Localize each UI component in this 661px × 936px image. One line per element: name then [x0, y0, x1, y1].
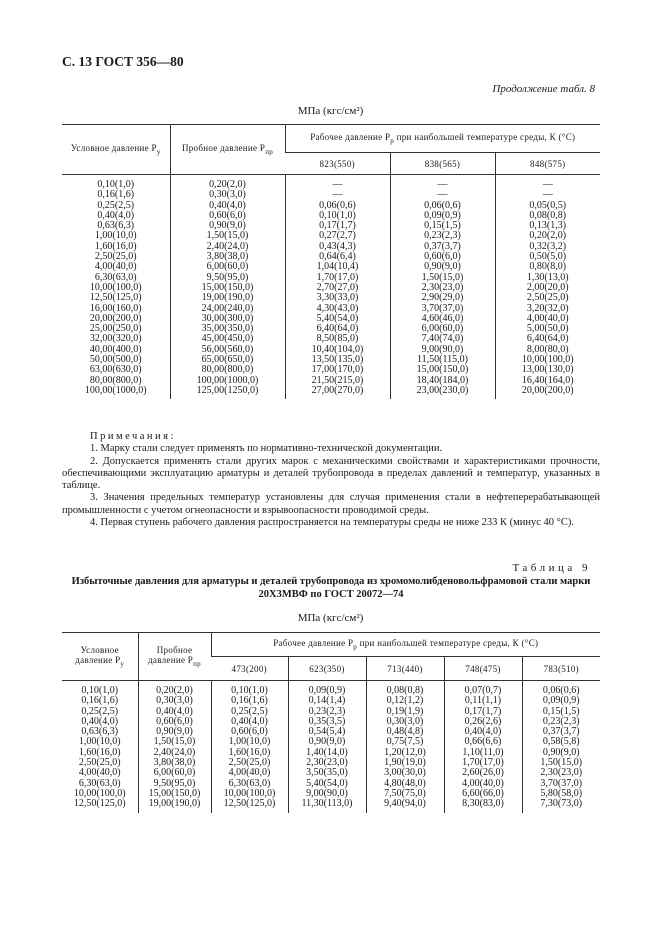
table-cell: 5,40(54,0) — [285, 314, 390, 324]
table-cell: 1,50(15,0) — [390, 273, 495, 283]
table-cell: 0,40(4,0) — [211, 717, 288, 727]
table-cell: 12,50(125,0) — [211, 799, 288, 812]
table-cell: 0,15(1,5) — [522, 707, 600, 717]
table-cell: 63,00(630,0) — [89, 364, 142, 376]
table-cell: 3,20(32,0) — [495, 304, 600, 314]
table-cell: 6,40(64,0) — [285, 324, 390, 334]
table-cell: 9,40(94,0) — [366, 799, 444, 812]
table-cell: 0,23(2,3) — [288, 707, 366, 717]
table-cell: 30,00(300,0) — [170, 314, 285, 324]
table-cell: 2,90(29,0) — [390, 293, 495, 303]
table-cell: 27,00(270,0) — [285, 386, 390, 399]
table-cell: 1,10(11,0) — [444, 748, 522, 758]
table-cell: 0,06(0,6) — [285, 201, 390, 211]
table-cell: 6,30(63,0) — [211, 779, 288, 789]
table-cell: 17,00(170,0) — [285, 365, 390, 375]
table-cell: 0,11(1,1) — [444, 696, 522, 706]
table-cell: 0,40(4,0) — [170, 201, 285, 211]
table-cell: 6,00(60,0) — [170, 262, 285, 272]
table8-unit: МПа (кгс/см²) — [297, 105, 364, 117]
table-cell: 1,60(16,0) — [211, 748, 288, 758]
table-cell: 1,50(15,0) — [170, 231, 285, 241]
table-cell: 0,16(1,6) — [81, 695, 119, 707]
table-cell: 0,60(6,0) — [390, 252, 495, 262]
table-cell: 2,40(24,0) — [138, 748, 211, 758]
table-cell: 12,50(125,0) — [73, 798, 126, 810]
table-cell: 19,00(190,0) — [170, 293, 285, 303]
table-cell: 2,40(24,0) — [170, 242, 285, 252]
table-cell: 0,90(9,0) — [522, 748, 600, 758]
table-cell: 5,00(50,0) — [495, 324, 600, 334]
table8-temp: 823(550) — [285, 153, 390, 175]
table-cell: 1,50(15,0) — [138, 737, 211, 747]
table-cell: 0,10(1,0) — [97, 179, 135, 190]
table-cell: 3,70(37,0) — [522, 779, 600, 789]
table-cell: 5,40(54,0) — [288, 779, 366, 789]
table-cell: 0,20(2,0) — [170, 175, 285, 191]
table-cell: 1,60(16,0) — [94, 240, 137, 252]
table-cell: 3,30(33,0) — [285, 293, 390, 303]
table-cell: 0,23(2,3) — [522, 717, 600, 727]
table-cell: 0,10(1,0) — [211, 681, 288, 697]
notes — [62, 431, 600, 529]
table-cell: 15,00(150,0) — [170, 283, 285, 293]
table9-temp: 623(350) — [288, 657, 366, 681]
table-cell: 25,00(250,0) — [89, 323, 142, 335]
table-cell: 13,50(135,0) — [285, 355, 390, 365]
table-cell: 3,80(38,0) — [170, 252, 285, 262]
table-cell: 11,30(113,0) — [288, 799, 366, 812]
table-cell: 100,00(1000,0) — [84, 384, 147, 396]
table-cell: 23,00(230,0) — [390, 386, 495, 399]
table-cell: 0,08(0,8) — [495, 211, 600, 221]
table-cell: 0,43(4,3) — [285, 242, 390, 252]
table8-col-nominal: Условное давление $P_у$ — [62, 125, 170, 175]
note-item: 2. Допускается применять стали других марок с механическими свойствами и характеристиками прочности, обеспечивающими эксплуатацию арматуры и деталей трубопровода в пределах давлений и температур, указанных в таблице. — [62, 455, 600, 492]
table9-work-header: Рабочее давление $P_р$ при наибольшей температуре среды, К (°С) — [211, 633, 600, 657]
table-cell: 0,90(9,0) — [170, 221, 285, 231]
table-cell: 0,35(3,5) — [288, 717, 366, 727]
table-row — [62, 386, 600, 399]
table8 — [62, 124, 600, 399]
table-cell: 0,80(8,0) — [495, 262, 600, 272]
table-cell: 1,90(19,0) — [366, 758, 444, 768]
table-cell: 0,66(6,6) — [444, 737, 522, 747]
table-cell: 1,70(17,0) — [285, 273, 390, 283]
table-cell: 7,50(75,0) — [366, 789, 444, 799]
table9-col-test: Пробное давление $P_{пр}$ — [138, 633, 211, 681]
table-row — [62, 681, 600, 697]
table-cell: 9,00(90,0) — [390, 345, 495, 355]
table-cell: 80,00(800,0) — [170, 365, 285, 375]
table-row — [62, 799, 600, 812]
table-cell: 4,30(43,0) — [285, 304, 390, 314]
table-cell: 0,90(9,0) — [390, 262, 495, 272]
table-cell: 4,00(40,0) — [211, 768, 288, 778]
table-cell: 0,30(3,0) — [138, 696, 211, 706]
table-cell: 12,50(125,0) — [89, 292, 142, 304]
table-cell: 18,40(184,0) — [390, 376, 495, 386]
table-cell: 0,60(6,0) — [211, 727, 288, 737]
table-cell: 4,00(40,0) — [78, 767, 121, 779]
table-cell: 6,30(63,0) — [78, 777, 121, 789]
table-cell: 9,50(95,0) — [138, 779, 211, 789]
table-cell: 3,50(35,0) — [288, 768, 366, 778]
table-cell: 3,70(37,0) — [390, 304, 495, 314]
table-cell: 0,40(4,0) — [444, 727, 522, 737]
table-cell: 35,00(350,0) — [170, 324, 285, 334]
table-cell: 9,00(90,0) — [288, 789, 366, 799]
table-cell: 32,00(320,0) — [89, 333, 142, 345]
table9-unit: МПа (кгс/см²) — [297, 612, 364, 624]
table9-temp: 783(510) — [522, 657, 600, 681]
table-cell: 1,00(10,0) — [211, 737, 288, 747]
table-cell: 0,60(6,0) — [138, 717, 211, 727]
table-cell: 0,10(1,0) — [285, 211, 390, 221]
table-cell: 10,00(100,0) — [73, 787, 126, 799]
table-cell: 0,09(0,9) — [522, 696, 600, 706]
table-cell: 6,40(64,0) — [495, 334, 600, 344]
table-cell: 0,50(5,0) — [495, 252, 600, 262]
table9-label: Таблица 9 — [512, 562, 591, 574]
table-cell: 0,40(4,0) — [81, 715, 119, 727]
table-cell: 2,00(20,0) — [495, 283, 600, 293]
table-cell: 100,00(1000,0) — [170, 376, 285, 386]
table-cell: 56,00(560,0) — [170, 345, 285, 355]
table-cell: 16,00(160,0) — [89, 302, 142, 314]
table-cell: 0,17(1,7) — [444, 707, 522, 717]
table-cell: 1,00(10,0) — [78, 736, 121, 748]
table-cell: 0,09(0,9) — [390, 211, 495, 221]
table-cell: 0,54(5,4) — [288, 727, 366, 737]
table-cell: 4,00(40,0) — [94, 261, 137, 273]
notes-title: Примечания: — [90, 431, 176, 442]
table-cell: 21,50(215,0) — [285, 376, 390, 386]
table9-col-nominal: Условное давление $P_у$ — [62, 633, 138, 681]
table-cell: 4,00(40,0) — [444, 779, 522, 789]
table-cell: 1,60(16,0) — [78, 746, 121, 758]
table-cell: 0,30(3,0) — [366, 717, 444, 727]
table-cell: 0,16(1,6) — [211, 696, 288, 706]
table-cell: 0,15(1,5) — [390, 221, 495, 231]
table-cell: 9,50(95,0) — [170, 273, 285, 283]
table-cell: 0,26(2,6) — [444, 717, 522, 727]
continuation-label: Продолжение табл. 8 — [492, 83, 595, 95]
table-cell: — — [390, 175, 495, 191]
table-cell: 15,00(150,0) — [138, 789, 211, 799]
table-cell: 0,48(4,8) — [366, 727, 444, 737]
table-cell: 2,60(26,0) — [444, 768, 522, 778]
table-cell: 3,80(38,0) — [138, 758, 211, 768]
table-cell: 0,63(6,3) — [97, 220, 135, 232]
table-cell: 4,00(40,0) — [495, 314, 600, 324]
table-cell: 4,80(48,0) — [366, 779, 444, 789]
table-cell: 0,06(0,6) — [390, 201, 495, 211]
note-item: 4. Первая ступень рабочего давления распространяется на температуры среды не ниже 233 К (минус 40 °С). — [90, 517, 574, 529]
table-cell: 11,50(115,0) — [390, 355, 495, 365]
table-cell: 0,75(7,5) — [366, 737, 444, 747]
table-cell: 0,25(2,5) — [97, 199, 135, 211]
table8-col-test: Пробное давление $P_{пр}$ — [170, 125, 285, 175]
table-cell: — — [390, 190, 495, 200]
table-cell: 1,30(13,0) — [495, 273, 600, 283]
table-cell: 6,60(66,0) — [444, 789, 522, 799]
table-cell: 16,40(164,0) — [495, 376, 600, 386]
table-cell: 0,12(1,2) — [366, 696, 444, 706]
table-cell: 0,90(9,0) — [288, 737, 366, 747]
table-cell: 24,00(240,0) — [170, 304, 285, 314]
table-cell: 2,50(25,0) — [78, 757, 121, 769]
table9-title: Избыточные давления для арматуры и деталей трубопровода из хромомолибденовольфрамовой стали марки 20Х3МВФ по ГОСТ 20072—74 — [71, 576, 591, 600]
table-cell: 19,00(190,0) — [138, 799, 211, 812]
table-cell: 0,37(3,7) — [522, 727, 600, 737]
table-cell: 2,70(27,0) — [285, 283, 390, 293]
table-cell: 0,17(1,7) — [285, 221, 390, 231]
table-cell: 1,40(14,0) — [288, 748, 366, 758]
table-cell: 0,23(2,3) — [390, 231, 495, 241]
table-cell: 8,00(80,0) — [495, 345, 600, 355]
table-cell: 0,07(0,7) — [444, 681, 522, 697]
table-cell: 0,30(3,0) — [170, 190, 285, 200]
table-cell: 0,06(0,6) — [522, 681, 600, 697]
table-cell: 80,00(800,0) — [89, 374, 142, 386]
table-cell: 0,14(1,4) — [288, 696, 366, 706]
table-cell: 10,00(100,0) — [89, 281, 142, 293]
table-cell: 0,90(9,0) — [138, 727, 211, 737]
table-cell: 1,20(12,0) — [366, 748, 444, 758]
table-cell: 1,00(10,0) — [94, 230, 137, 242]
table-cell: 13,00(130,0) — [495, 365, 600, 375]
table-cell: 2,50(25,0) — [495, 293, 600, 303]
table-cell: 45,00(450,0) — [170, 334, 285, 344]
table-cell: 4,60(46,0) — [390, 314, 495, 324]
table-cell: 2,50(25,0) — [211, 758, 288, 768]
table-cell: 0,60(6,0) — [170, 211, 285, 221]
table-cell: 8,50(85,0) — [285, 334, 390, 344]
table-cell: 1,04(10,4) — [285, 262, 390, 272]
table-cell: — — [495, 190, 600, 200]
table-cell: 0,09(0,9) — [288, 681, 366, 697]
table-cell: 0,63(6,3) — [81, 726, 119, 738]
page-header: С. 13 ГОСТ 356—80 — [62, 54, 184, 69]
table-cell: 6,00(60,0) — [390, 324, 495, 334]
table-cell: 6,30(63,0) — [94, 271, 137, 283]
table-cell: 0,37(3,7) — [390, 242, 495, 252]
table-cell: 0,25(2,5) — [81, 705, 119, 717]
table-cell: 5,80(58,0) — [522, 789, 600, 799]
note-item: 3. Значения предельных температур установлены для случая применения стали в нефтеперерабатывающей промышленности с учетом огнеопасности и взрывоопасности проводимой среды. — [62, 492, 600, 516]
table-cell: 0,20(2,0) — [495, 231, 600, 241]
table-cell: 1,70(17,0) — [444, 758, 522, 768]
table-cell: 20,00(200,0) — [495, 386, 600, 399]
table-cell: 0,20(2,0) — [138, 681, 211, 697]
table-cell: 0,40(4,0) — [138, 707, 211, 717]
table-cell: 7,40(74,0) — [390, 334, 495, 344]
table-cell: 0,19(1,9) — [366, 707, 444, 717]
table8-work-header: Рабочее давление $P_р$ при наибольшей температуре среды, К (°С) — [285, 125, 600, 153]
table-cell: — — [285, 175, 390, 191]
table-cell: 8,30(83,0) — [444, 799, 522, 812]
table-cell: 2,50(25,0) — [94, 251, 137, 263]
table-cell: 0,08(0,8) — [366, 681, 444, 697]
table-cell: 10,00(100,0) — [211, 789, 288, 799]
table-cell: 0,40(4,0) — [97, 209, 135, 221]
table-cell: 2,30(23,0) — [390, 283, 495, 293]
table-cell: 50,00(500,0) — [89, 354, 142, 366]
table-cell: 3,00(30,0) — [366, 768, 444, 778]
table-cell: 0,13(1,3) — [495, 221, 600, 231]
table9-temp: 473(200) — [211, 657, 288, 681]
table-cell: 6,00(60,0) — [138, 768, 211, 778]
table9 — [62, 632, 600, 813]
table-cell: 0,05(0,5) — [495, 201, 600, 211]
table-cell: 0,16(1,6) — [97, 189, 135, 201]
table-cell: — — [285, 190, 390, 200]
table9-temp: 748(475) — [444, 657, 522, 681]
table-row — [62, 175, 600, 191]
table-cell: 2,30(23,0) — [288, 758, 366, 768]
note-item: 1. Марку стали следует применять по нормативно-технической документации. — [90, 443, 443, 455]
table-cell: 0,32(3,2) — [495, 242, 600, 252]
table-cell: 7,30(73,0) — [522, 799, 600, 812]
table-cell: 0,64(6,4) — [285, 252, 390, 262]
table9-temp: 713(440) — [366, 657, 444, 681]
table-cell: 0,58(5,8) — [522, 737, 600, 747]
table-cell: 10,40(104,0) — [285, 345, 390, 355]
table-cell: — — [495, 175, 600, 191]
table-cell: 65,00(650,0) — [170, 355, 285, 365]
table8-temp: 848(575) — [495, 153, 600, 175]
table-cell: 2,30(23,0) — [522, 768, 600, 778]
table-cell: 10,00(100,0) — [495, 355, 600, 365]
table-cell: 125,00(1250,0) — [170, 386, 285, 399]
table-cell: 15,00(150,0) — [390, 365, 495, 375]
table-cell: 20,00(200,0) — [89, 312, 142, 324]
table-cell: 0,27(2,7) — [285, 231, 390, 241]
table-cell: 0,10(1,0) — [81, 685, 119, 696]
table-cell: 1,50(15,0) — [522, 758, 600, 768]
table8-temp: 838(565) — [390, 153, 495, 175]
table-cell: 0,25(2,5) — [211, 707, 288, 717]
table-cell: 40,00(400,0) — [89, 343, 142, 355]
